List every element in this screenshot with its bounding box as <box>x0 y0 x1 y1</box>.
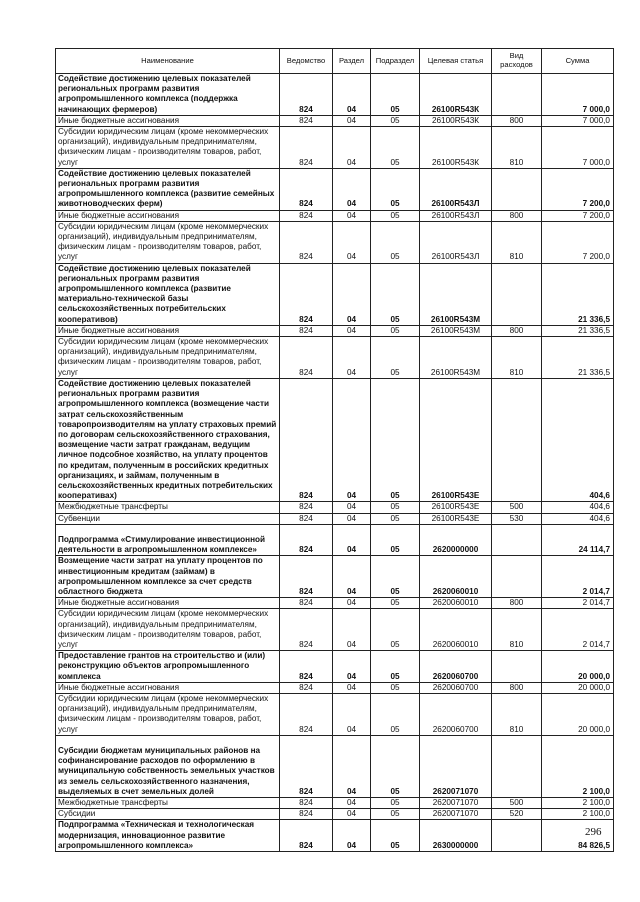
column-header-name: Наименование <box>56 49 280 74</box>
row-subsection-cell: 05 <box>371 609 420 651</box>
row-subsection-cell: 05 <box>371 693 420 735</box>
row-expense-type-cell: 530 <box>492 513 542 524</box>
row-expense-type-cell <box>492 74 542 116</box>
row-section-cell: 04 <box>333 127 371 169</box>
row-expense-type-cell <box>492 378 542 501</box>
row-name-cell: Иные бюджетные ассигнования <box>56 598 280 609</box>
row-target-article-cell: 26100R543К <box>420 74 492 116</box>
row-target-article-cell: 2620000000 <box>420 524 492 556</box>
row-expense-type-cell: 520 <box>492 809 542 820</box>
row-department-cell: 824 <box>280 378 333 501</box>
row-department-cell: 824 <box>280 502 333 513</box>
row-department-cell: 824 <box>280 337 333 379</box>
row-expense-type-cell <box>492 735 542 797</box>
row-target-article-cell: 2620060700 <box>420 682 492 693</box>
row-department-cell: 824 <box>280 74 333 116</box>
row-section-cell: 04 <box>333 74 371 116</box>
row-amount-cell: 404,6 <box>542 378 614 501</box>
row-name-cell: Иные бюджетные ассигнования <box>56 115 280 126</box>
row-section-cell: 04 <box>333 809 371 820</box>
row-department-cell: 824 <box>280 524 333 556</box>
table-row <box>56 513 614 524</box>
row-department-cell: 824 <box>280 820 333 852</box>
table-row <box>56 735 614 797</box>
row-section-cell: 04 <box>333 609 371 651</box>
row-section-cell: 04 <box>333 513 371 524</box>
row-target-article-cell: 26100R543М <box>420 325 492 336</box>
column-header-expense-type: Вид расходов <box>492 49 542 74</box>
table-row <box>56 115 614 126</box>
table-row <box>56 74 614 116</box>
row-amount-cell: 7 200,0 <box>542 210 614 221</box>
row-expense-type-cell: 500 <box>492 502 542 513</box>
page-number: 296 <box>585 826 602 838</box>
row-name-cell: Субсидии <box>56 809 280 820</box>
table-row <box>56 820 614 852</box>
row-expense-type-cell <box>492 651 542 683</box>
row-section-cell: 04 <box>333 735 371 797</box>
row-expense-type-cell: 810 <box>492 609 542 651</box>
table-row <box>56 502 614 513</box>
row-name-cell: Содействие достижению целевых показателей региональных программ развития агропромышленного комплекса (развитие материально-технической базы сельскохозяйственных потребительских кооперативов) <box>56 263 280 325</box>
row-subsection-cell: 05 <box>371 337 420 379</box>
row-section-cell: 04 <box>333 651 371 683</box>
row-section-cell: 04 <box>333 524 371 556</box>
row-department-cell: 824 <box>280 682 333 693</box>
row-target-article-cell: 2620060010 <box>420 598 492 609</box>
row-department-cell: 824 <box>280 797 333 808</box>
row-amount-cell: 7 000,0 <box>542 115 614 126</box>
row-subsection-cell: 05 <box>371 127 420 169</box>
row-name-cell: Возмещение части затрат на уплату процентов по инвестиционным кредитам (займам) в агропромышленном комплексе за счет средств областного бюджета <box>56 556 280 598</box>
row-amount-cell: 2 014,7 <box>542 609 614 651</box>
row-section-cell: 04 <box>333 693 371 735</box>
row-target-article-cell: 26100R543М <box>420 263 492 325</box>
row-expense-type-cell: 500 <box>492 797 542 808</box>
row-subsection-cell: 05 <box>371 598 420 609</box>
row-name-cell: Содействие достижению целевых показателей региональных программ развития агропромышленного комплекса (развитие семейных животноводческих ферм) <box>56 168 280 210</box>
table-row <box>56 598 614 609</box>
row-name-cell: Субсидии бюджетам муниципальных районов на софинансирование расходов по оформлению в муниципальную собственность земельных участков из земель сельскохозяйственного назначения, выделяемых в счет земельных долей <box>56 735 280 797</box>
budget-table <box>55 48 614 852</box>
table-row <box>56 337 614 379</box>
row-amount-cell: 2 100,0 <box>542 809 614 820</box>
row-expense-type-cell <box>492 524 542 556</box>
row-department-cell: 824 <box>280 651 333 683</box>
row-department-cell: 824 <box>280 809 333 820</box>
row-section-cell: 04 <box>333 210 371 221</box>
table-row <box>56 168 614 210</box>
table-row <box>56 325 614 336</box>
row-section-cell: 04 <box>333 378 371 501</box>
row-name-cell: Субсидии юридическим лицам (кроме некоммерческих организаций), индивидуальным предпринимателям, физическим лицам - производителям товаров, работ, услуг <box>56 337 280 379</box>
column-header-section: Раздел <box>333 49 371 74</box>
row-amount-cell: 404,6 <box>542 502 614 513</box>
row-name-cell: Субвенции <box>56 513 280 524</box>
table-row <box>56 797 614 808</box>
row-expense-type-cell <box>492 820 542 852</box>
row-target-article-cell: 2620071070 <box>420 797 492 808</box>
row-target-article-cell: 2620060010 <box>420 556 492 598</box>
row-subsection-cell: 05 <box>371 168 420 210</box>
row-amount-cell: 21 336,5 <box>542 337 614 379</box>
row-amount-cell: 7 000,0 <box>542 74 614 116</box>
row-expense-type-cell: 810 <box>492 127 542 169</box>
row-expense-type-cell: 810 <box>492 221 542 263</box>
row-target-article-cell: 26100R543Л <box>420 168 492 210</box>
row-name-cell: Содействие достижению целевых показателей региональных программ развития агропромышленного комплекса (возмещение части затрат сельскохозяйственным товаропроизводителям на уплату страховых премий по договорам сельскохозяйственного страхования, возмещение части затрат гражданам, ведущим личное подсобное хозяйство, на уплату процентов по кредитам, полученным в российских кредитных организациях, и займам, полученным в сельскохозяйственных кредитных потребительских кооперативах) <box>56 378 280 501</box>
row-expense-type-cell: 810 <box>492 337 542 379</box>
row-department-cell: 824 <box>280 168 333 210</box>
row-target-article-cell: 2630000000 <box>420 820 492 852</box>
row-amount-cell: 7 200,0 <box>542 221 614 263</box>
row-section-cell: 04 <box>333 502 371 513</box>
row-name-cell: Межбюджетные трансферты <box>56 797 280 808</box>
row-subsection-cell: 05 <box>371 820 420 852</box>
row-department-cell: 824 <box>280 127 333 169</box>
row-name-cell: Субсидии юридическим лицам (кроме некоммерческих организаций), индивидуальным предпринимателям, физическим лицам - производителям товаров, работ, услуг <box>56 609 280 651</box>
table-row <box>56 524 614 556</box>
table-row <box>56 221 614 263</box>
table-row <box>56 556 614 598</box>
row-expense-type-cell <box>492 263 542 325</box>
row-amount-cell: 7 000,0 <box>542 127 614 169</box>
row-section-cell: 04 <box>333 556 371 598</box>
row-subsection-cell: 05 <box>371 210 420 221</box>
row-name-cell: Субсидии юридическим лицам (кроме некоммерческих организаций), индивидуальным предпринимателям, физическим лицам - производителям товаров, работ, услуг <box>56 221 280 263</box>
table-row <box>56 263 614 325</box>
row-section-cell: 04 <box>333 682 371 693</box>
row-amount-cell: 7 200,0 <box>542 168 614 210</box>
row-expense-type-cell <box>492 168 542 210</box>
row-section-cell: 04 <box>333 820 371 852</box>
row-name-cell: Межбюджетные трансферты <box>56 502 280 513</box>
row-amount-cell: 84 826,5 <box>542 820 614 852</box>
row-section-cell: 04 <box>333 115 371 126</box>
row-subsection-cell: 05 <box>371 74 420 116</box>
table-row <box>56 127 614 169</box>
table-row <box>56 378 614 501</box>
row-expense-type-cell: 800 <box>492 598 542 609</box>
row-department-cell: 824 <box>280 115 333 126</box>
row-target-article-cell: 26100R543Е <box>420 502 492 513</box>
column-header-amount: Сумма <box>542 49 614 74</box>
row-section-cell: 04 <box>333 797 371 808</box>
row-subsection-cell: 05 <box>371 263 420 325</box>
row-amount-cell: 20 000,0 <box>542 651 614 683</box>
row-subsection-cell: 05 <box>371 502 420 513</box>
row-subsection-cell: 05 <box>371 221 420 263</box>
row-name-cell: Предоставление грантов на строительство и (или) реконструкцию объектов агропромышленного комплекса <box>56 651 280 683</box>
row-department-cell: 824 <box>280 325 333 336</box>
table-body <box>56 74 614 852</box>
row-subsection-cell: 05 <box>371 524 420 556</box>
row-department-cell: 824 <box>280 609 333 651</box>
row-department-cell: 824 <box>280 556 333 598</box>
row-name-cell: Субсидии юридическим лицам (кроме некоммерческих организаций), индивидуальным предпринимателям, физическим лицам - производителям товаров, работ, услуг <box>56 127 280 169</box>
row-target-article-cell: 26100R543М <box>420 337 492 379</box>
column-header-subsection: Подраздел <box>371 49 420 74</box>
row-amount-cell: 2 014,7 <box>542 598 614 609</box>
row-amount-cell: 21 336,5 <box>542 325 614 336</box>
row-expense-type-cell: 800 <box>492 115 542 126</box>
row-department-cell: 824 <box>280 513 333 524</box>
row-name-cell: Иные бюджетные ассигнования <box>56 325 280 336</box>
row-target-article-cell: 26100R543Е <box>420 513 492 524</box>
row-target-article-cell: 26100R543Л <box>420 221 492 263</box>
row-expense-type-cell: 800 <box>492 325 542 336</box>
row-subsection-cell: 05 <box>371 378 420 501</box>
row-department-cell: 824 <box>280 263 333 325</box>
row-amount-cell: 2 100,0 <box>542 797 614 808</box>
column-header-department: Ведомство <box>280 49 333 74</box>
table-row <box>56 693 614 735</box>
row-target-article-cell: 26100R543К <box>420 115 492 126</box>
row-department-cell: 824 <box>280 735 333 797</box>
row-expense-type-cell: 810 <box>492 693 542 735</box>
row-name-cell: Подпрограмма «Стимулирование инвестиционной деятельности в агропромышленном комплексе» <box>56 524 280 556</box>
row-amount-cell: 404,6 <box>542 513 614 524</box>
row-subsection-cell: 05 <box>371 513 420 524</box>
row-target-article-cell: 26100R543Е <box>420 378 492 501</box>
row-target-article-cell: 2620060010 <box>420 609 492 651</box>
row-name-cell: Содействие достижению целевых показателей региональных программ развития агропромышленного комплекса (поддержка начинающих фермеров) <box>56 74 280 116</box>
row-section-cell: 04 <box>333 221 371 263</box>
row-name-cell: Иные бюджетные ассигнования <box>56 682 280 693</box>
column-header-target-article: Целевая статья <box>420 49 492 74</box>
row-name-cell: Подпрограмма «Техническая и технологическая модернизация, инновационное развитие агропромышленного комплекса» <box>56 820 280 852</box>
table-row <box>56 809 614 820</box>
table-row <box>56 210 614 221</box>
row-subsection-cell: 05 <box>371 797 420 808</box>
row-subsection-cell: 05 <box>371 682 420 693</box>
row-expense-type-cell: 800 <box>492 682 542 693</box>
row-department-cell: 824 <box>280 598 333 609</box>
row-subsection-cell: 05 <box>371 809 420 820</box>
table-header-row <box>56 49 614 74</box>
row-department-cell: 824 <box>280 221 333 263</box>
row-name-cell: Субсидии юридическим лицам (кроме некоммерческих организаций), индивидуальным предпринимателям, физическим лицам - производителям товаров, работ, услуг <box>56 693 280 735</box>
row-subsection-cell: 05 <box>371 735 420 797</box>
row-amount-cell: 2 014,7 <box>542 556 614 598</box>
row-amount-cell: 20 000,0 <box>542 682 614 693</box>
row-expense-type-cell <box>492 556 542 598</box>
row-section-cell: 04 <box>333 598 371 609</box>
row-section-cell: 04 <box>333 325 371 336</box>
table-row <box>56 682 614 693</box>
row-section-cell: 04 <box>333 263 371 325</box>
row-target-article-cell: 2620071070 <box>420 735 492 797</box>
row-subsection-cell: 05 <box>371 325 420 336</box>
row-department-cell: 824 <box>280 210 333 221</box>
row-target-article-cell: 2620071070 <box>420 809 492 820</box>
row-amount-cell: 20 000,0 <box>542 693 614 735</box>
row-subsection-cell: 05 <box>371 556 420 598</box>
row-target-article-cell: 2620060700 <box>420 651 492 683</box>
row-department-cell: 824 <box>280 693 333 735</box>
row-section-cell: 04 <box>333 337 371 379</box>
row-subsection-cell: 05 <box>371 115 420 126</box>
row-subsection-cell: 05 <box>371 651 420 683</box>
row-section-cell: 04 <box>333 168 371 210</box>
row-amount-cell: 21 336,5 <box>542 263 614 325</box>
row-name-cell: Иные бюджетные ассигнования <box>56 210 280 221</box>
table-row <box>56 609 614 651</box>
row-expense-type-cell: 800 <box>492 210 542 221</box>
table-row <box>56 651 614 683</box>
row-target-article-cell: 26100R543Л <box>420 210 492 221</box>
row-amount-cell: 24 114,7 <box>542 524 614 556</box>
row-amount-cell: 2 100,0 <box>542 735 614 797</box>
row-target-article-cell: 26100R543К <box>420 127 492 169</box>
row-target-article-cell: 2620060700 <box>420 693 492 735</box>
